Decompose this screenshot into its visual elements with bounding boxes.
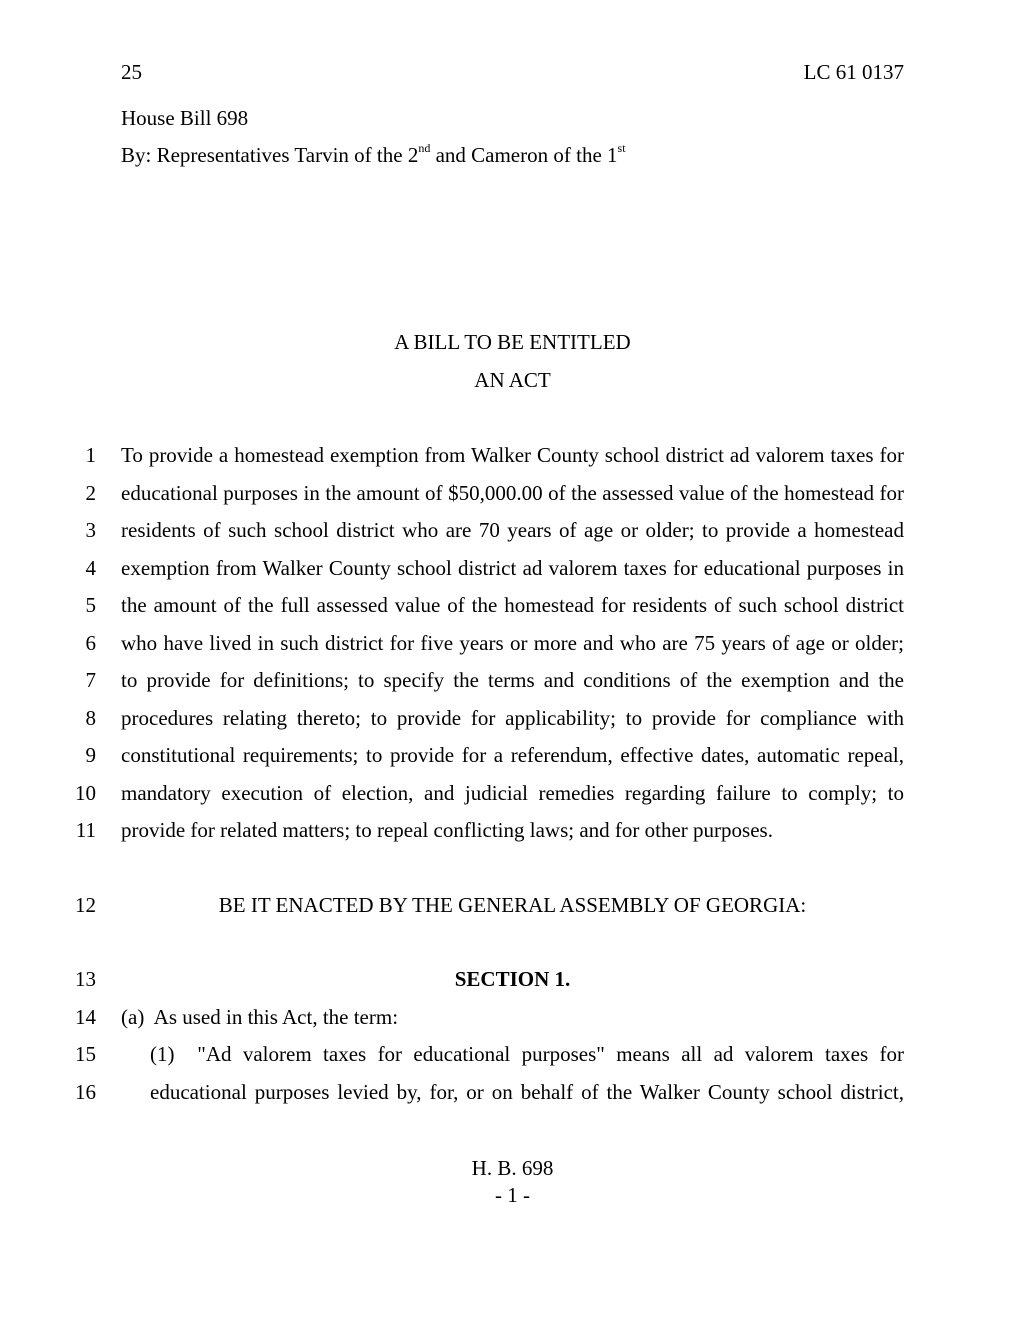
sponsors-superscript-2: st xyxy=(617,141,626,155)
line-number: 1 xyxy=(85,443,96,467)
bill-sponsors xyxy=(121,143,626,168)
line-number: 6 xyxy=(85,631,96,655)
body-line: educational purposes in the amount of $50,000.00 of the assessed value of the homestead for xyxy=(121,481,904,505)
sponsors-superscript-1: nd xyxy=(418,141,431,155)
line-number: 9 xyxy=(85,743,96,767)
body-line: (1) "Ad valorem taxes for educational purposes" means all ad valorem taxes for xyxy=(150,1042,904,1066)
body-line: To provide a homestead exemption from Walker County school district ad valorem taxes for xyxy=(121,443,904,467)
body-line: who have lived in such district for five years or more and who are 75 years of age or older; xyxy=(121,631,904,655)
footer-page-number: - 1 - xyxy=(495,1183,530,1207)
sponsors-prefix: By: Representatives Tarvin of the 2 xyxy=(121,143,419,167)
line-number: 12 xyxy=(75,893,96,917)
bill-title: House Bill 698 xyxy=(121,106,249,130)
body-line: the amount of the full assessed value of the homestead for residents of such school district xyxy=(121,593,904,617)
line-number: 16 xyxy=(75,1080,96,1104)
body-line: to provide for definitions; to specify the terms and conditions of the exemption and the xyxy=(121,668,904,692)
body-line: constitutional requirements; to provide for a referendum, effective dates, automatic repeal, xyxy=(121,743,904,767)
line-number: 14 xyxy=(75,1005,96,1029)
body-line: (a) As used in this Act, the term: xyxy=(121,1005,399,1029)
line-number: 2 xyxy=(85,481,96,505)
line-number: 10 xyxy=(75,781,96,805)
line-number: 13 xyxy=(75,967,96,991)
caption-subtitle: AN ACT xyxy=(474,368,551,392)
sponsors-middle: and Cameron of the 1 xyxy=(430,143,618,167)
footer-bill-reference: H. B. 698 xyxy=(471,1156,554,1180)
line-number: 11 xyxy=(75,818,96,842)
body-line: procedures relating thereto; to provide for applicability; to provide for compliance with xyxy=(121,706,904,730)
section-heading: SECTION 1. xyxy=(454,967,571,991)
line-number: 5 xyxy=(85,593,96,617)
body-line: educational purposes levied by, for, or on behalf of the Walker County school district, xyxy=(150,1080,904,1104)
lc-code: LC 61 0137 xyxy=(803,60,904,84)
caption-title: A BILL TO BE ENTITLED xyxy=(394,330,631,354)
body-line: mandatory execution of election, and judicial remedies regarding failure to comply; to xyxy=(121,781,904,805)
line-number: 3 xyxy=(85,518,96,542)
enacting-clause: BE IT ENACTED BY THE GENERAL ASSEMBLY OF GEORGIA: xyxy=(218,893,807,917)
line-number: 4 xyxy=(85,556,96,580)
body-line: residents of such school district who are 70 years of age or older; to provide a homestead xyxy=(121,518,904,542)
line-number: 8 xyxy=(85,706,96,730)
session-number: 25 xyxy=(121,60,142,84)
line-number: 7 xyxy=(85,668,96,692)
body-line: provide for related matters; to repeal conflicting laws; and for other purposes. xyxy=(121,818,773,842)
line-number: 15 xyxy=(75,1042,96,1066)
body-line: exemption from Walker County school district ad valorem taxes for educational purposes in xyxy=(121,556,904,580)
